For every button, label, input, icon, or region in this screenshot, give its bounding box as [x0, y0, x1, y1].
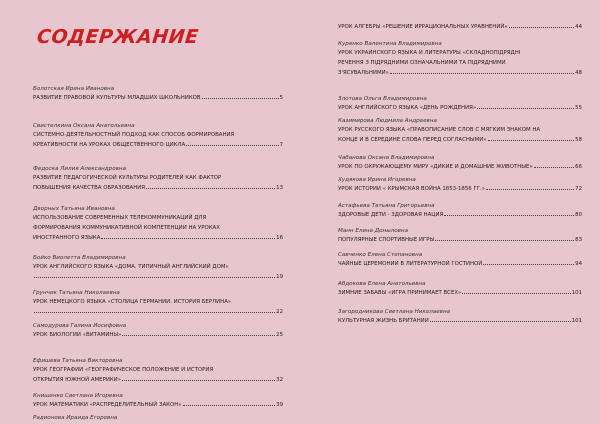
- toc-title-line: СИСТЕМНО-ДЕЯТЕЛЬНОСТНЫЙ ПОДХОД КАК СПОСОБ ФОРМИРОВАНИЯ: [33, 132, 235, 138]
- toc-leader-dots: [486, 189, 574, 190]
- toc-leader-dots: [390, 73, 574, 74]
- toc-author: Загородникова Светлана Николаевна: [338, 309, 451, 315]
- toc-entry[interactable]: [33, 415, 283, 422]
- toc-leader-dots: [534, 167, 574, 168]
- toc-entry[interactable]: [338, 203, 582, 220]
- toc-page-number: 32: [276, 377, 283, 383]
- toc-title-line: УРОК АЛГЕБРЫ «РЕШЕНИЕ ИРРАЦИОНАЛЬНЫХ УРАВНЕНИЙ» 44: [338, 24, 582, 30]
- toc-entry[interactable]: [33, 255, 283, 282]
- toc-page-number: 83: [575, 237, 582, 243]
- toc-author: Федоска Лилия Александровна: [33, 166, 127, 172]
- toc-title-line: З'ЯСУВАЛЬНИМИ» 48: [338, 70, 582, 76]
- toc-leader-dots: [34, 277, 275, 278]
- toc-title-line: КУЛЬТУРНАЯ ЖИЗНЬ БРИТАНИИ 101: [338, 318, 582, 324]
- toc-entry[interactable]: [338, 252, 582, 269]
- toc-leader-dots: [488, 140, 575, 141]
- toc-title-line: УРОК АНГЛИЙСКОГО ЯЗЫКА «ДЕНЬ РОЖДЕНИЯ» 55: [338, 105, 582, 111]
- toc-page-number: 5: [279, 95, 283, 101]
- toc-entry[interactable]: [33, 86, 283, 103]
- toc-page-number: 44: [575, 24, 582, 30]
- toc-author: Свистелкина Оксана Анатольевна: [33, 123, 135, 129]
- toc-title-line: УРОК НЕМЕЦКОГО ЯЗЫКА «СТОЛИЦА ГЕРМАНИИ. ИСТОРИЯ БЕРЛИНА»: [33, 299, 232, 305]
- toc-entry[interactable]: [338, 177, 582, 194]
- toc-page-number: 80: [575, 212, 582, 218]
- toc-author: Астафьева Татьяна Григорьевна: [338, 203, 435, 209]
- toc-title-line: УРОК ИСТОРИИ « КРЫМСКАЯ ВОЙНА 1853-1856 ГГ.» 72: [338, 186, 582, 192]
- toc-leader-dots: [483, 264, 574, 265]
- toc-entry[interactable]: [33, 206, 283, 243]
- toc-title-line: КРЕАТИВНОСТИ НА УРОКАХ ОБЩЕСТВЕННОГО ЦИКЛА 7: [33, 142, 283, 148]
- toc-title-line: УРОК БИОЛОГИИ «ВИТАМИНЫ» 25: [33, 332, 283, 338]
- toc-title-line: УРОК РУССКОГО ЯЗЫКА «ПРАВОПИСАНИЕ СЛОВ С МЯГКИМ ЗНАКОМ НА: [338, 127, 541, 133]
- toc-entry[interactable]: [338, 281, 582, 298]
- toc-leader-dots: [122, 335, 275, 336]
- toc-title-line: ФОРМИРОВАНИЯ КОММУНИКАТИВНОЙ КОМПЕТЕНЦИИ НА УРОКАХ: [33, 225, 220, 231]
- toc-leader-dots: [444, 215, 574, 216]
- toc-title-line: УРОК АНГЛИЙСКОГО ЯЗЫКА «ДОМА. ТИПИЧНЫЙ АНГЛИЙСКИЙ ДОМ»: [33, 264, 229, 270]
- toc-entry[interactable]: [338, 155, 582, 172]
- toc-title-line: УРОК ПО ОКРУЖАЮЩЕМУ МИРУ «ДИКИЕ И ДОМАШНИЕ ЖИВОТНЫЕ» 66: [338, 164, 582, 170]
- toc-leader-dots: [435, 240, 574, 241]
- toc-author: Злотова Ольга Владимировна: [338, 96, 427, 102]
- toc-author: Дворных Татьяна Ивановна: [33, 206, 115, 212]
- toc-leader-dots: [186, 145, 278, 146]
- toc-entry[interactable]: [33, 166, 283, 193]
- toc-title-line: РАЗВИТИЕ ПРАВОВОЙ КУЛЬТУРЫ МЛАДШИХ ШКОЛЬНИКОВ 5: [33, 95, 283, 101]
- toc-author: Бойко Виолетта Владимировна: [33, 255, 126, 261]
- toc-author: Чабанова Оксана Владимировна: [338, 155, 435, 161]
- toc-page-number: 39: [276, 402, 283, 408]
- toc-entry[interactable]: [33, 393, 283, 410]
- toc-author: Худякова Ирина Игоревна: [338, 177, 416, 183]
- toc-author: Самодурова Галина Иосифовна: [33, 323, 127, 329]
- toc-title-line: ПОВЫШЕНИЯ КАЧЕСТВА ОБРАЗОВАНИЯ 13: [33, 185, 283, 191]
- toc-page-number: 55: [575, 105, 582, 111]
- toc-entry[interactable]: [338, 228, 582, 245]
- toc-leader-dots: [101, 238, 275, 239]
- toc-leader-dots: [183, 405, 276, 406]
- toc-entry[interactable]: [338, 118, 582, 145]
- toc-page-number: 19: [276, 274, 283, 280]
- toc-page-number: 66: [575, 164, 582, 170]
- toc-page-number: 58: [575, 137, 582, 143]
- toc-author: Абдокова Елена Анатольевна: [338, 281, 426, 287]
- toc-page-number: 101: [571, 318, 582, 324]
- toc-title-line: УРОК ГЕОГРАФИИ «ГЕОГРАФИЧЕСКОЕ ПОЛОЖЕНИЕ И ИСТОРИЯ: [33, 367, 214, 373]
- toc-title-line: [33, 272, 283, 282]
- toc-leader-dots: [146, 188, 275, 189]
- toc-entry[interactable]: [33, 323, 283, 340]
- toc-title-line: ЗДОРОВЫЕ ДЕТИ - ЗДОРОВАЯ НАЦИЯ 80: [338, 212, 582, 218]
- toc-title-line: РАЗВИТИЕ ПЕДАГОГИЧЕСКОЙ КУЛЬТУРЫ РОДИТЕЛЕЙ КАК ФАКТОР: [33, 175, 222, 181]
- toc-page-number: 25: [276, 332, 283, 338]
- toc-author: Куренко Валентина Владимировна: [338, 41, 442, 47]
- toc-leader-dots: [34, 312, 275, 313]
- toc-page-number: 101: [571, 290, 582, 296]
- toc-title-line: КОНЦЕ И В СЕРЕДИНЕ СЛОВА ПЕРЕД СОГЛАСНЫМИ» 58: [338, 137, 582, 143]
- toc-page-number: 22: [276, 309, 283, 315]
- toc-author: Радионова Ираида Егоровна: [33, 415, 118, 421]
- toc-entry[interactable]: [338, 96, 582, 113]
- toc-title-line: ЧАЙНЫЕ ЦЕРЕМОНИИ В ЛИТЕРАТУРНОЙ ГОСТИНОЙ 94: [338, 261, 582, 267]
- toc-entry[interactable]: [33, 358, 283, 385]
- toc-entry[interactable]: [338, 309, 582, 326]
- toc-title-line: УРОК УКРАИНСКОГО ЯЗЫКА И ЛИТЕРАТУРЫ «СКЛАДНОПІДРЯДНІ: [338, 50, 521, 56]
- toc-page-number: 94: [575, 261, 582, 267]
- toc-entry[interactable]: [33, 123, 283, 150]
- toc-entry[interactable]: [338, 41, 582, 78]
- toc-title-line: ИСПОЛЬЗОВАНИЕ СОВРЕМЕННЫХ ТЕЛЕКОММУНИКАЦИЙ ДЛЯ: [33, 215, 207, 221]
- toc-entry[interactable]: [338, 22, 582, 32]
- toc-page-number: 48: [575, 70, 582, 76]
- toc-author: Болотская Ирина Ивановна: [33, 86, 115, 92]
- toc-author: Казимирова Людмила Андреевна: [338, 118, 437, 124]
- toc-leader-dots: [462, 293, 570, 294]
- toc-title-line: ЗИМНИЕ ЗАБАВЫ «ИГРА ПРИНИМАЕТ ВСЕХ» 101: [338, 290, 582, 296]
- toc-title-line: ПОПУЛЯРНЫЕ СПОРТИВНЫЕ ИГРЫ 83: [338, 237, 582, 243]
- toc-title-line: РЕЧЕННЯ З ПІДРЯДНИМИ ОЗНАЧАЛЬНИМИ ТА ПІДРЯДНИМИ: [338, 60, 506, 66]
- toc-title-line: ОТКРЫТИЯ ЮЖНОЙ АМЕРИКИ» 32: [33, 377, 283, 383]
- toc-leader-dots: [477, 108, 574, 109]
- toc-author: Савченко Елена Степановна: [338, 252, 423, 258]
- toc-title-line: УРОК МАТЕМАТИКИ «РАСПРЕДЕЛИТЕЛЬНЫЙ ЗАКОН» 39: [33, 402, 283, 408]
- toc-entry[interactable]: [33, 290, 283, 317]
- toc-leader-dots: [509, 27, 574, 28]
- toc-author: Грунчик Татьяна Николаевна: [33, 290, 120, 296]
- toc-page-number: 13: [276, 185, 283, 191]
- toc-page-number: 7: [279, 142, 283, 148]
- toc-leader-dots: [430, 321, 571, 322]
- toc-title-line: [33, 307, 283, 317]
- toc-author: Манн Елена Доныловна: [338, 228, 409, 234]
- toc-author: Книшенко Светлана Игоревна: [33, 393, 123, 399]
- toc-title-line: ИНОСТРАННОГО ЯЗЫКА 16: [33, 235, 283, 241]
- toc-page-number: 16: [276, 235, 283, 241]
- page-title: СОДЕРЖАНИЕ: [35, 26, 200, 48]
- toc-leader-dots: [122, 380, 275, 381]
- toc-leader-dots: [202, 98, 279, 99]
- toc-author: Ефишева Татьяна Викторовна: [33, 358, 123, 364]
- toc-page-number: 72: [575, 186, 582, 192]
